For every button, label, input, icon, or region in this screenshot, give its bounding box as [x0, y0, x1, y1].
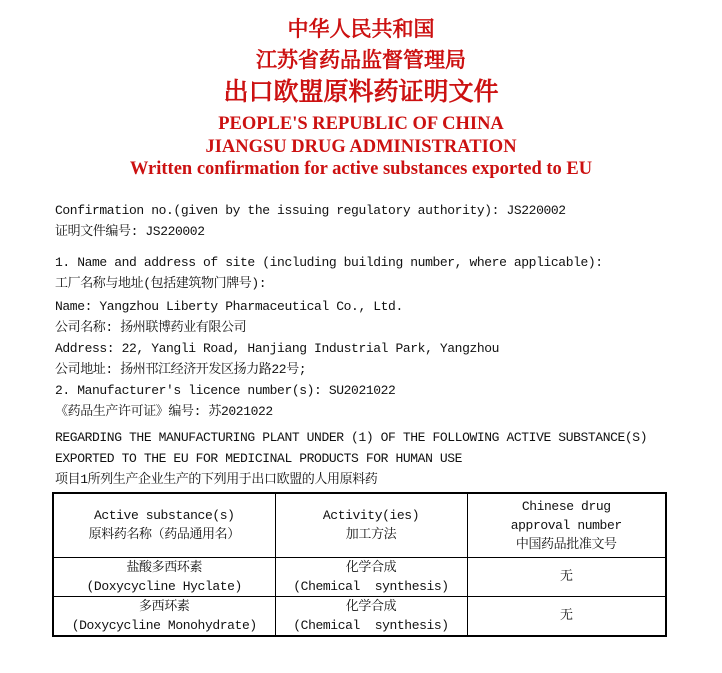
site-name-en: Name: Yangzhou Liberty Pharmaceutical Co., Ltd. — [55, 299, 403, 314]
approval-cell — [467, 557, 666, 596]
activity-cn: 化学合成 — [345, 598, 397, 614]
activity-en: (Chemical synthesis) — [293, 578, 449, 594]
table-row — [53, 596, 666, 636]
header-approval-en2: approval number — [510, 517, 622, 533]
licence-number-en: 2. Manufacturer's licence number(s): SU2021022 — [55, 383, 396, 398]
title-cn-administration: 江苏省药品监督管理局 — [256, 48, 466, 72]
table-row — [53, 557, 666, 596]
section1-heading-en: 1. Name and address of site (including building number, where applicable): — [55, 255, 603, 270]
title-cn-country: 中华人民共和国 — [287, 17, 435, 41]
header-approval-number — [467, 493, 666, 557]
site-address-cn: 公司地址: 扬州邗江经济开发区扬力路22号; — [55, 362, 307, 377]
substance-name-cn: 盐酸多西环素 — [126, 559, 203, 575]
approval-cell — [467, 596, 666, 636]
confirmation-number-en: Confirmation no.(given by the issuing regulatory authority): JS220002 — [55, 203, 566, 218]
section1-heading-cn: 工厂名称与地址(包括建筑物门牌号): — [55, 276, 267, 291]
document-header — [0, 0, 722, 180]
header-row — [53, 493, 666, 557]
section2-block — [55, 380, 667, 422]
regarding-line1: REGARDING THE MANUFACTURING PLANT UNDER (1) OF THE FOLLOWING ACTIVE SUBSTANCE(S) — [55, 430, 648, 445]
site-name-cn: 公司名称: 扬州联博药业有限公司 — [55, 320, 247, 335]
title-en-document: Written confirmation for active substances exported to EU — [129, 159, 593, 179]
header-activity-cn: 加工方法 — [345, 527, 397, 543]
regarding-line3: 项目1所列生产企业生产的下列用于出口欧盟的人用原料药 — [55, 472, 378, 487]
substance-name-cn: 多西环素 — [139, 598, 190, 614]
confirmation-number-block — [55, 200, 667, 242]
approval-value: 无 — [559, 569, 573, 584]
activity-cn: 化学合成 — [345, 559, 397, 575]
section1-detail-block — [55, 296, 667, 380]
header-active-substance-cn: 原料药名称（药品通用名） — [88, 527, 240, 543]
site-address-en: Address: 22, Yangli Road, Hanjiang Industrial Park, Yangzhou — [55, 341, 500, 356]
title-cn-document: 出口欧盟原料药证明文件 — [223, 79, 499, 106]
substance-name-en: (Doxycycline Monohydrate) — [71, 617, 257, 633]
substance-cell — [53, 557, 275, 596]
section1-heading-block — [55, 252, 667, 294]
regarding-block — [55, 427, 667, 490]
activity-cell — [275, 557, 467, 596]
substances-table-body — [53, 557, 666, 636]
substances-table — [52, 492, 667, 637]
substance-cell — [53, 596, 275, 636]
header-activity — [275, 493, 467, 557]
header-activity-en: Activity(ies) — [322, 508, 420, 524]
licence-number-cn: 《药品生产许可证》编号: 苏2021022 — [55, 404, 273, 419]
approval-value: 无 — [559, 608, 573, 623]
header-approval-en1: Chinese drug — [521, 498, 611, 514]
substances-table-header — [53, 493, 666, 557]
activity-en: (Chemical synthesis) — [293, 617, 449, 633]
header-approval-cn: 中国药品批准文号 — [515, 536, 617, 552]
header-active-substance — [53, 493, 275, 557]
regarding-line2: EXPORTED TO THE EU FOR MEDICINAL PRODUCTS FOR HUMAN USE — [55, 451, 463, 466]
header-active-substance-en: Active substance(s) — [93, 508, 235, 524]
substance-name-en: (Doxycycline Hyclate) — [86, 578, 242, 594]
document-body — [55, 200, 667, 490]
title-en-administration: JIANGSU DRUG ADMINISTRATION — [205, 137, 517, 157]
title-en-country: PEOPLE'S REPUBLIC OF CHINA — [218, 114, 504, 134]
confirmation-number-cn: 证明文件编号: JS220002 — [55, 224, 205, 239]
activity-cell — [275, 596, 467, 636]
